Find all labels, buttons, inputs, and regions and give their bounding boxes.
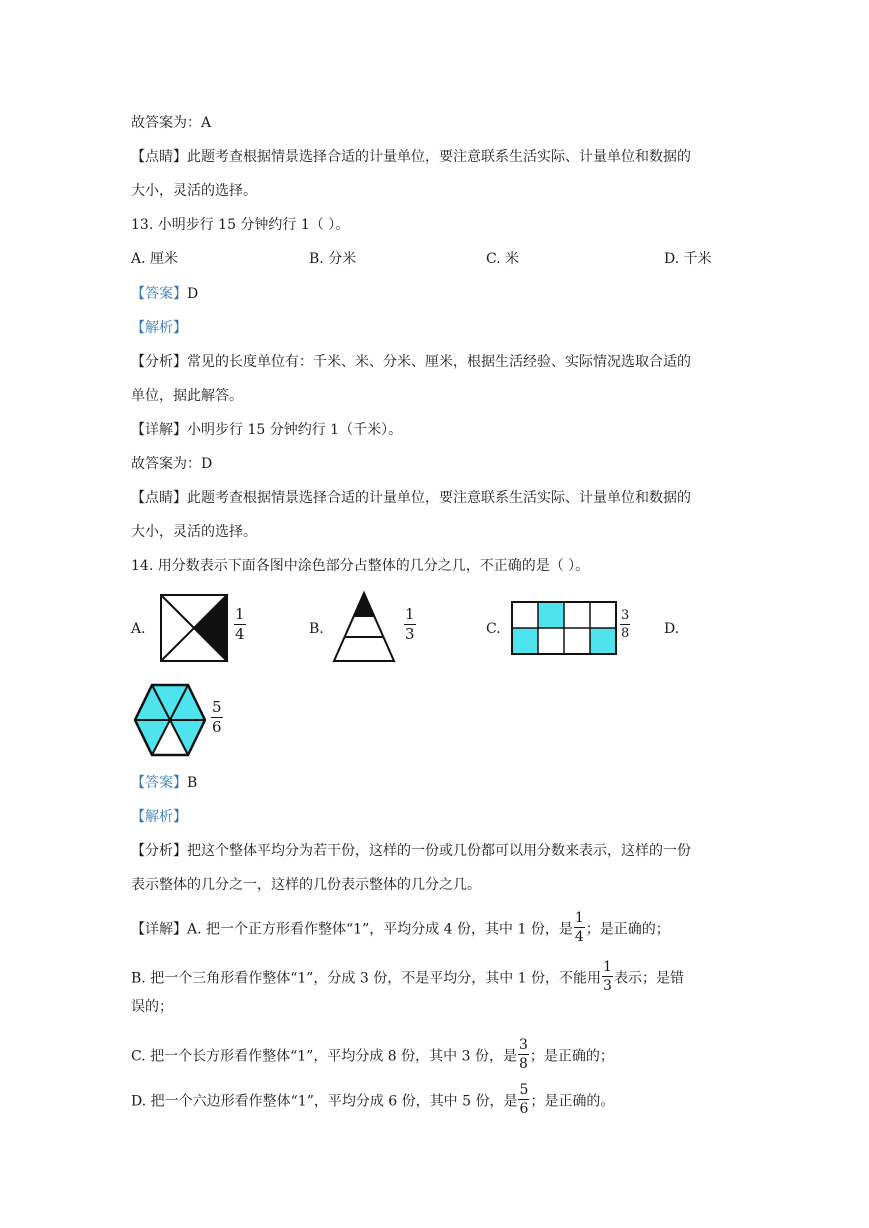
q13-option-b: B. 分米 [309, 251, 357, 267]
figure-c-rectangle-grid [511, 601, 617, 655]
analysis-14-cont: 表示整体的几分之一，这样的几份表示整体的几分之几。 [131, 877, 481, 893]
figure-b-label: B. [309, 621, 324, 637]
figure-c-label: C. [486, 621, 501, 637]
figure-a-square [160, 594, 228, 662]
q13-option-d: D. 千米 [664, 251, 712, 267]
answer-13: 【答案】D [131, 286, 199, 302]
figure-b-triangle [333, 592, 395, 662]
analysis-13: 【分析】常见的长度单位有：千米、米、分米、厘米，根据生活经验、实际情况选取合适的 [131, 354, 691, 370]
figure-d-fraction: 5 6 [212, 698, 222, 736]
comment-line-cont: 大小，灵活的选择。 [131, 183, 257, 199]
figure-a-fraction: 1 4 [235, 605, 245, 643]
inline-fraction-a: $\frac{1}{4}$ [574, 910, 584, 945]
detail-14-b-cont: 误的； [131, 999, 173, 1015]
answer-line: 故答案为：A [131, 115, 212, 131]
question-13: 13. 小明步行 15 分钟约行 1（ ）。 [131, 217, 350, 233]
inline-fraction-d: $\frac{5}{6}$ [519, 1082, 529, 1117]
analysis-heading-13: 【解析】 [131, 320, 187, 336]
figure-d-hexagon [134, 684, 206, 756]
inline-fraction-c: $\frac{3}{8}$ [518, 1037, 528, 1072]
figure-a-label: A. [131, 621, 146, 637]
analysis-14: 【分析】把这个整体平均分为若干份，这样的一份或几份都可以用分数来表示，这样的一份 [131, 843, 691, 859]
detail-14-a: 【详解】A. 把一个正方形看作整体“1”，平均分成 4 份，其中 1 份，是 $\frac{1}{4}$ ；是正确的； [131, 910, 670, 945]
detail-14-c: C. 把一个长方形看作整体“1”，平均分成 8 份，其中 3 份，是 $\frac{3}{8}$ ；是正确的； [131, 1037, 614, 1072]
inline-fraction-b: $\frac{1}{3}$ [603, 959, 612, 994]
answer-14: 【答案】B [131, 775, 198, 791]
analysis-13-cont: 单位，据此解答。 [131, 388, 243, 404]
figure-b-fraction: 1 3 [405, 605, 415, 643]
final-answer-13: 故答案为：D [131, 456, 213, 472]
figure-d-label: D. [664, 621, 680, 637]
detail-13: 【详解】小明步行 15 分钟约行 1（千米）。 [131, 422, 403, 438]
figure-c-fraction: 3 8 [621, 608, 630, 641]
q13-option-a: A. 厘米 [131, 251, 179, 267]
question-14: 14. 用分数表示下面各图中涂色部分占整体的几分之几，不正确的是（ ）。 [131, 558, 590, 574]
comment-line: 【点睛】此题考查根据情景选择合适的计量单位，要注意联系生活实际、计量单位和数据的 [131, 149, 691, 165]
detail-14-b: B. 把一个三角形看作整体“1”，分成 3 份，不是平均分，其中 1 份，不能用 $\frac{1}{3}$ 表示；是错 [131, 959, 684, 994]
detail-14-d: D. 把一个六边形看作整体“1”，平均分成 6 份，其中 5 份，是 $\frac{5}{6}$ ；是正确的。 [131, 1082, 615, 1117]
q13-option-c: C. 米 [486, 251, 520, 267]
comment-13: 【点睛】此题考查根据情景选择合适的计量单位，要注意联系生活实际、计量单位和数据的 [131, 490, 691, 506]
analysis-heading-14: 【解析】 [131, 809, 187, 825]
comment-13-cont: 大小，灵活的选择。 [131, 524, 257, 540]
